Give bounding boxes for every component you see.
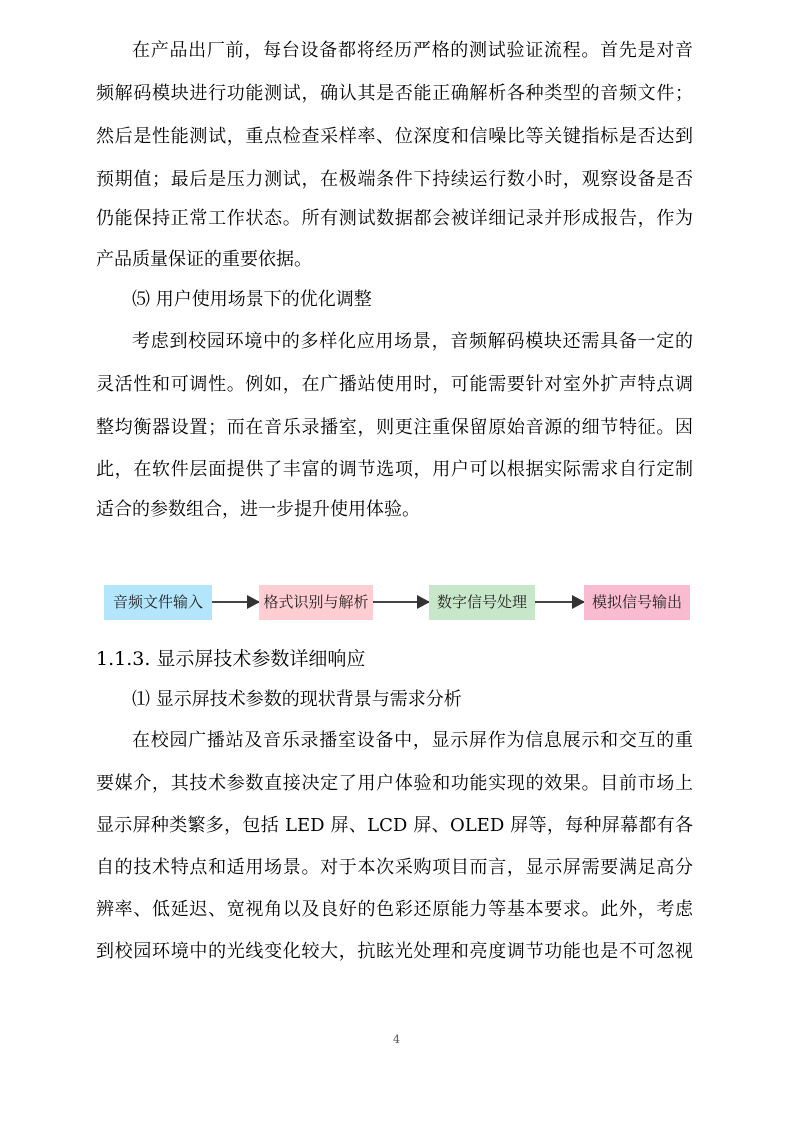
text-line: 要媒介，其技术参数直接决定了用户体验和功能实现的效果。目前市场上 <box>96 773 693 794</box>
text-line: 频解码模块进行功能测试，确认其是否能正确解析各种类型的音频文件； <box>96 83 693 104</box>
text-line: 考虑到校园环境中的多样化应用场景，音频解码模块还需具备一定的 <box>132 331 693 352</box>
text-line: 在校园广播站及音乐录播室设备中，显示屏作为信息展示和交互的重 <box>132 730 693 751</box>
arrow-icon <box>212 601 259 603</box>
text-line: 在产品出厂前，每台设备都将经历严格的测试验证流程。首先是对音 <box>132 40 693 61</box>
text-line: 自的技术特点和适用场景。对于本次采购项目而言，显示屏需要满足高分 <box>96 857 693 878</box>
text-line: 到校园环境中的光线变化较大，抗眩光处理和亮度调节功能也是不可忽视 <box>96 941 693 962</box>
text-line: 然后是性能测试，重点检查采样率、位深度和信噪比等关键指标是否达到 <box>96 126 693 147</box>
section-heading: 1.1.3. 显示屏技术参数详细响应 <box>96 648 366 670</box>
flow-step-input: 音频文件输入 <box>104 585 212 620</box>
text-line: 适合的参数组合，进一步提升使用体验。 <box>96 499 420 520</box>
arrow-icon <box>373 601 429 603</box>
subheading: ⑴ 显示屏技术参数的现状背景与需求分析 <box>132 689 462 710</box>
text-line: 灵活性和可调性。例如，在广播站使用时，可能需要针对室外扩声特点调 <box>96 374 693 395</box>
text-line: 此，在软件层面提供了丰富的调节选项，用户可以根据实际需求自行定制 <box>96 459 693 480</box>
subheading: ⑸ 用户使用场景下的优化调整 <box>132 289 372 310</box>
arrow-icon <box>535 601 584 603</box>
page-number: 4 <box>393 1033 400 1046</box>
text-line: 整均衡器设置；而在音乐录播室，则更注重保留原始音源的细节特征。因 <box>96 417 693 438</box>
flow-step-output: 模拟信号输出 <box>584 585 690 620</box>
text-line: 辨率、低延迟、宽视角以及良好的色彩还原能力等基本要求。此外，考虑 <box>96 899 693 920</box>
flow-step-dsp: 数字信号处理 <box>429 585 535 620</box>
text-line: 仍能保持正常工作状态。所有测试数据都会被详细记录并形成报告，作为 <box>96 208 693 229</box>
text-line: 产品质量保证的重要依据。 <box>96 249 312 270</box>
text-line: 预期值；最后是压力测试，在极端条件下持续运行数小时，观察设备是否 <box>96 169 693 190</box>
text-line: 显示屏种类繁多，包括 LED 屏、LCD 屏、OLED 屏等，每种屏幕都有各 <box>96 815 693 836</box>
flow-step-parse: 格式识别与解析 <box>259 585 373 620</box>
